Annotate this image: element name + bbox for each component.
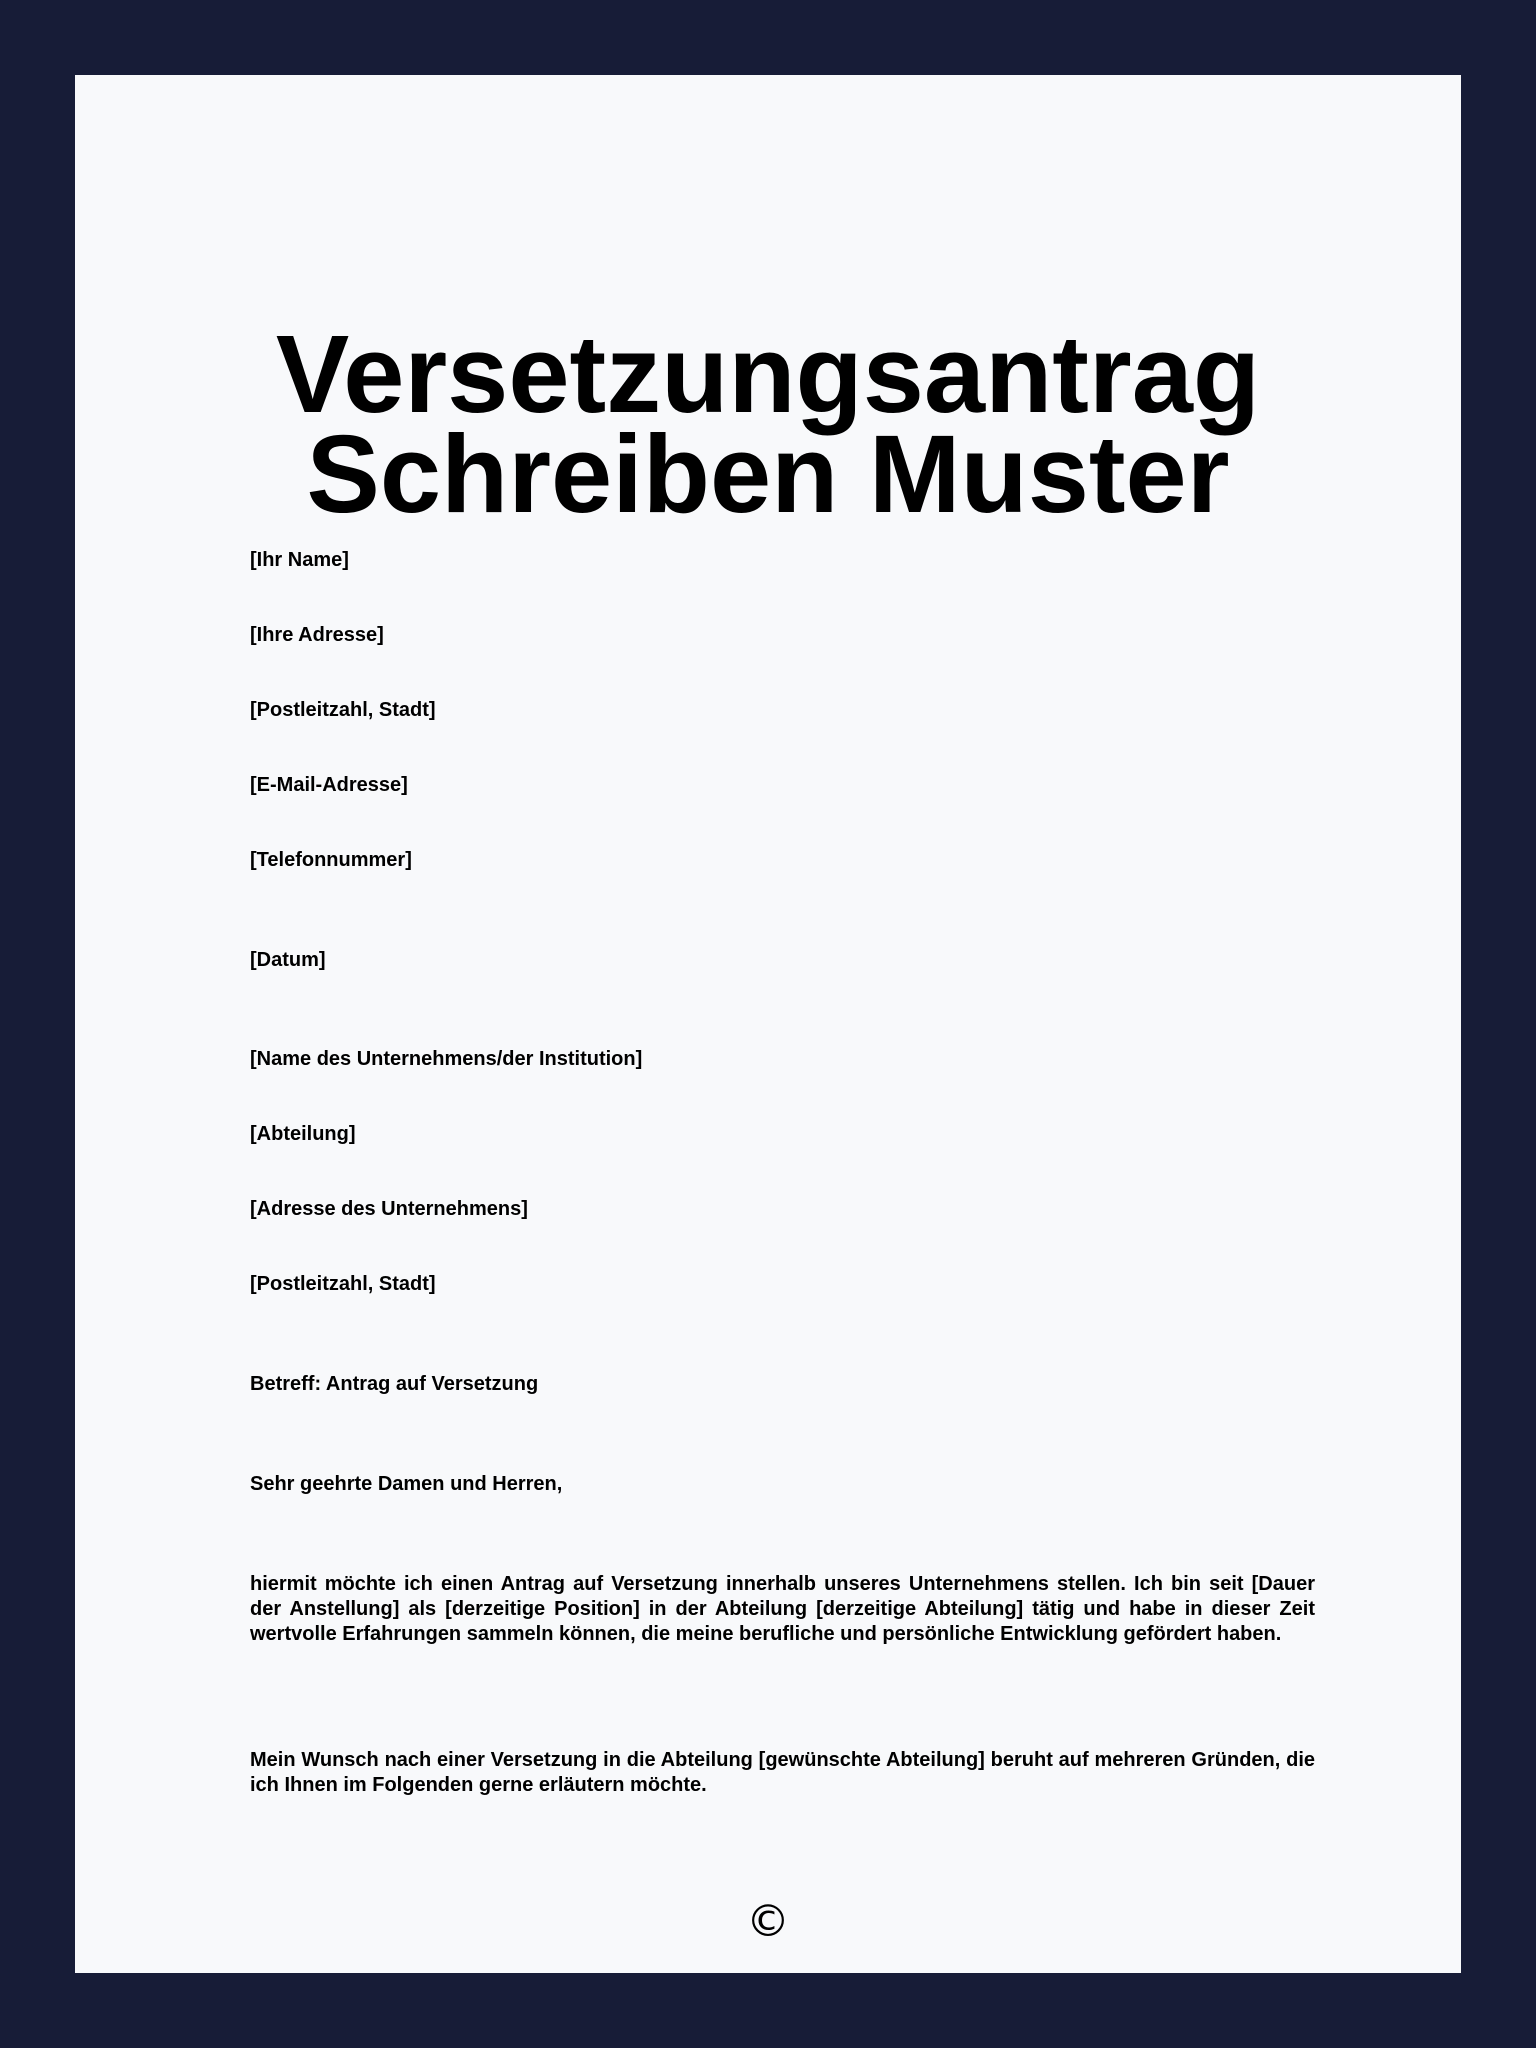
sender-email: [E-Mail-Adresse] [250,774,408,796]
body-paragraph-2: Mein Wunsch nach einer Versetzung in die Abteilung [gewünschte Abteilung] beruht auf mehreren Gründen, die ich Ihnen im Folgenden gerne erläutern möchte. [250,1749,1315,1796]
body-paragraph-1: hiermit möchte ich einen Antrag auf Versetzung innerhalb unseres Unternehmens stellen. Ich bin seit [Dauer der Anstellung] als [derzeitige Position] in der Abteilung [derzeitige Abteilung] tätig und habe in dieser Zeit wertvolle Erfahrungen sammeln können, die meine berufliche und persönliche Entwicklung gefördert haben. [250,1573,1315,1645]
sender-postal-city: [Postleitzahl, Stadt] [250,699,436,721]
sender-name: [Ihr Name] [250,549,349,571]
title-line-1: Versetzungsantrag [275,313,1261,436]
document-page [75,75,1461,1973]
letter-salutation: Sehr geehrte Damen und Herren, [250,1473,563,1495]
recipient-department: [Abteilung] [250,1123,356,1145]
letter-subject: Betreff: Antrag auf Versetzung [250,1373,539,1395]
document-title [75,313,1461,536]
recipient-postal-city: [Postleitzahl, Stadt] [250,1273,436,1295]
title-line-2: Schreiben Muster [306,413,1230,536]
letter-date: [Datum] [250,949,326,971]
copyright-icon: © [746,1896,790,1947]
sender-address: [Ihre Adresse] [250,624,384,646]
sender-phone: [Telefonnummer] [250,849,412,871]
recipient-company: [Name des Unternehmens/der Institution] [250,1048,643,1070]
recipient-address: [Adresse des Unternehmens] [250,1198,528,1220]
